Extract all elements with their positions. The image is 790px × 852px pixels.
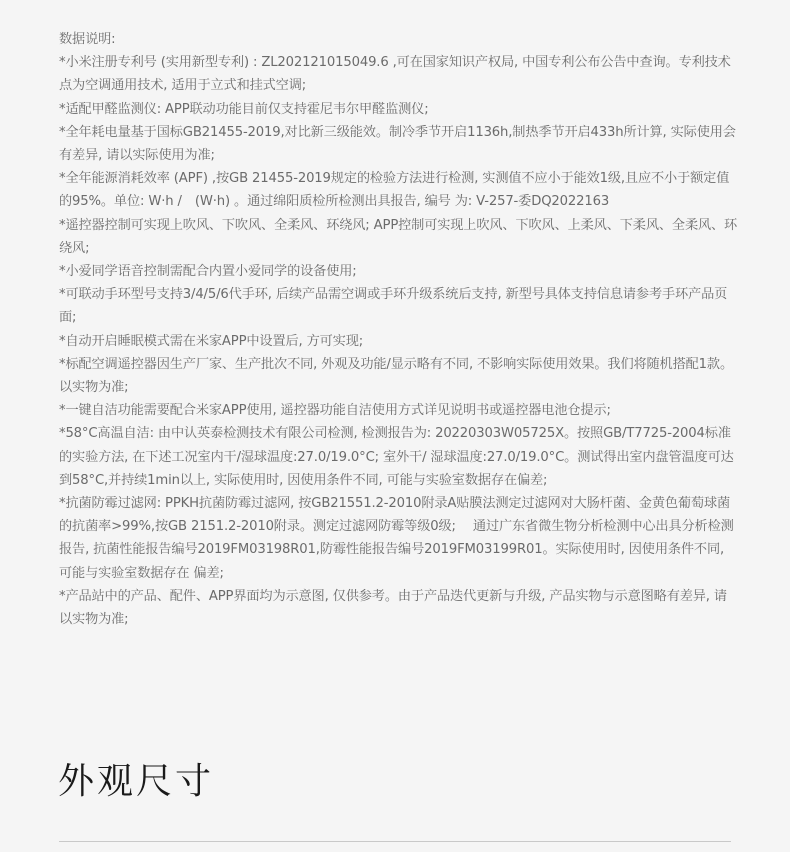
- note-formaldehyde-monitor: *适配甲醛监测仪: APP联动功能目前仅支持霍尼韦尔甲醛监测仪;: [59, 101, 429, 117]
- section-title: 外观尺寸: [58, 761, 215, 802]
- note-apf: *全年能源消耗效率 (APF) ,按GB 21455-2019规定的检验方法进行检测, 实测值不应小于能效1级,且应不小于额定值的95%。单位: W·h / (W·h) 。通过绵阳质检所检测出具报告, 编号 为: V-257-委DQ2022163: [59, 171, 730, 210]
- data-notes: [59, 28, 739, 631]
- note-remote-control: *标配空调遥控器因生产厂家、生产批次不同, 外观及功能/显示略有不同, 不影响实际使用效果。我们将随机搭配1款。以实物为准;: [59, 356, 733, 396]
- note-self-clean: *一键自洁功能需要配合米家APP使用, 遥控器功能自洁使用方式详见说明书或遥控器电池仓提示;: [59, 403, 611, 419]
- note-airflow-modes: *遥控器控制可实现上吹风、下吹风、全柔风、环绕风; APP控制可实现上吹风、下吹风、上柔风、下柔风、全柔风、环绕风;: [59, 217, 738, 256]
- note-antibacterial-filter: *抗菌防霉过滤网: PPKH抗菌防霉过滤网, 按GB21551.2-2010附录A贴膜法测定过滤网对大肠杆菌、金黄色葡萄球菌的抗菌率>99%,按GB 2151.2-2010附录。测定过滤网防霉等级0级; 通过广东省微生物分析检测中心出具分析检测报告, 抗菌性能报告编号2019FM03198R01,防霉性能报告编号2019FM03199R01。实际使用时, 因使用条件不同, 可能与实验室数据存在 偏差;: [59, 496, 734, 581]
- note-band-linkage: *可联动手环型号支持3/4/5/6代手环, 后续产品需空调或手环升级系统后支持, 新型号具体支持信息请参考手环产品页面;: [59, 287, 728, 326]
- note-patent: *小米注册专利号 (实用新型专利) : ZL202121015049.6 ,可在国家知识产权局, 中国专利公布公告中查询。专利技术点为空调通用技术, 适用于立式和挂式空调;: [59, 55, 731, 94]
- divider: [59, 841, 731, 842]
- note-high-temp-clean: *58°C高温自洁: 由中认英泰检测技术有限公司检测, 检测报告为: 20220303W05725X。按照GB/T7725-2004标准的实验方法, 在下述工况室内干/湿球温度:27.0/19.0°C; 室外干/ 湿球温度:27.0/19.0°C。测试得出室内盘管温度可达到58°C,并持续1min以上, 实际使用时, 因使用条件不同, 可能与实验室数据存在偏差;: [59, 426, 734, 488]
- notes-heading: 数据说明:: [59, 32, 116, 47]
- note-annual-power: *全年耗电量基于国标GB21455-2019,对比新三级能效。制冷季节开启1136h,制热季节开启433h所计算, 实际使用会有差异, 请以实际使用为准;: [59, 124, 736, 164]
- note-disclaimer: *产品站中的产品、配件、APP界面均为示意图, 仅供参考。由于产品迭代更新与升级, 产品实物与示意图略有差异, 请以实物为准;: [59, 588, 727, 628]
- note-sleep-mode: *自动开启睡眠模式需在米家APP中设置后, 方可实现;: [59, 333, 364, 349]
- note-voice-control: *小爱同学语音控制需配合内置小爱同学的设备使用;: [59, 264, 357, 280]
